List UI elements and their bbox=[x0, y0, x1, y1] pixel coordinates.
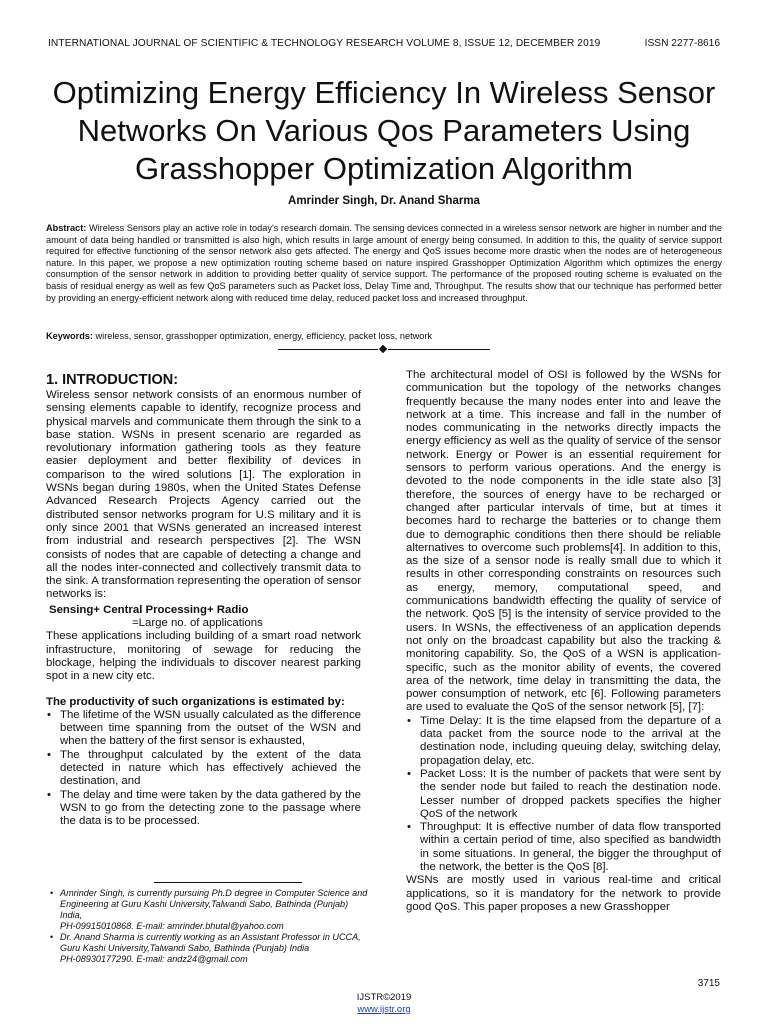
list-item: • Time Delay: It is the time elapsed from the departure of a data packet from the source node to the arrival at the destination node, including queuing delay, switching delay, propagation delay, etc. bbox=[407, 714, 721, 767]
journal-header: INTERNATIONAL JOURNAL OF SCIENTIFIC & TECHNOLOGY RESEARCH VOLUME 8, ISSUE 12, DECEMBER 2019 bbox=[48, 38, 601, 49]
list-item: • The delay and time were taken by the data gathered by the WSN to go from the detecting zone to the passage where the data is to be processed. bbox=[47, 788, 361, 828]
formula-line-2: =Large no. of applications bbox=[132, 617, 263, 630]
bullet-icon: • bbox=[407, 821, 411, 834]
bullet-icon: • bbox=[47, 788, 51, 801]
title-line-3: Grasshopper Optimization Algorithm bbox=[135, 151, 633, 186]
keywords bbox=[46, 331, 722, 341]
productivity-list bbox=[46, 709, 361, 829]
bullet-icon: • bbox=[50, 932, 54, 942]
title-line-2: Networks On Various Qos Parameters Using bbox=[77, 113, 691, 148]
footnote-rule bbox=[154, 882, 302, 883]
list-item: • The throughput calculated by the extent of the data detected in nature which has effectively achieved the destination, and bbox=[47, 748, 361, 788]
list-item: • The lifetime of the WSN usually calculated as the difference between time spanning from the outset of the WSN and when the battery of the first sensor is exhausted, bbox=[47, 708, 361, 748]
productivity-subheading: The productivity of such organizations is estimated by: bbox=[46, 695, 345, 708]
footer-copyright: IJSTR©2019 bbox=[356, 992, 412, 1003]
footnote-author-1-contact: PH-09915010868. E-mail: amrinder.bhutal@yahoo.com bbox=[60, 921, 284, 931]
footer-url-link[interactable]: www.ijstr.org bbox=[357, 1004, 411, 1015]
intro-paragraph-2: These applications including building of a smart road network infrastructure, monitoring of sewage for reducing the blockage, helping the individuals to discover nearest parking spot in a new city etc. bbox=[46, 630, 361, 683]
bullet-icon: • bbox=[47, 748, 51, 761]
right-column bbox=[406, 369, 721, 914]
author-list: Amrinder Singh, Dr. Anand Sharma bbox=[288, 195, 480, 207]
bullet-icon: • bbox=[407, 714, 411, 727]
page-footer bbox=[0, 992, 768, 1016]
footnotes bbox=[50, 888, 370, 965]
abstract bbox=[46, 223, 722, 304]
abstract-label: Abstract: bbox=[46, 223, 87, 233]
footnote-author-1: • Amrinder Singh, is currently pursuing Ph.D degree in Computer Science and Engineering at Guru Kashi University,Talwandi Sabo, Bathinda (Punjab) India, bbox=[50, 888, 368, 920]
bullet-icon: • bbox=[50, 888, 54, 898]
list-item: • Throughput: It is effective number of data flow transported within a certain period of time, also specified as bandwidth in some situations. In general, the bigger the throughput of the network, the better is the QoS [8]. bbox=[407, 821, 721, 873]
paper-title bbox=[40, 74, 728, 188]
page-number: 3715 bbox=[697, 978, 720, 989]
intro-paragraph-1: Wireless sensor network consists of an enormous number of sensing elements capable to identify, recognize process and physical marvels and communicate them through the sink to a base station. WSNs in present scenario are regarded as revolutionary information gathering tools as they feature easier deployment and better flexibility of devices in comparison to the wired solutions [1]. The exploration in WSNs began during 1980s, when the United States Defense Advanced Research Projects Agency carried out the distributed sensor networks program for U.S military and it is only since 2001 that WSNs generated an increased interest from industrial and research perspectives [2]. The WSN consists of nodes that are capable of detecting a change and all the nodes inter-connected and collectively transmit data to the sink. A transformation representing the operation of sensor networks is: bbox=[46, 389, 361, 601]
title-line-1: Optimizing Energy Efficiency In Wireless Sensor bbox=[52, 75, 716, 110]
left-column bbox=[46, 372, 361, 829]
right-paragraph-2: WSNs are mostly used in various real-time and critical applications, so it is mandatory for the network to provide good QoS. This paper proposes a new Grasshopper bbox=[406, 874, 721, 913]
qos-parameter-list bbox=[406, 715, 721, 875]
section-divider bbox=[278, 346, 490, 354]
issn-label: ISSN 2277-8616 bbox=[644, 38, 720, 49]
bullet-icon: • bbox=[47, 708, 51, 721]
keywords-text: wireless, sensor, grasshopper optimization, energy, efficiency, packet loss, network bbox=[95, 331, 433, 341]
footnote-author-2: • Dr. Anand Sharma is currently working as an Assistant Professor in UCCA, Guru Kashi University,Talwandi Sabo, Bathinda (Punjab) India bbox=[50, 932, 361, 953]
abstract-text: Wireless Sensors play an active role in today's research domain. The sensing devices connected in a wireless sensor network are higher in number and the amount of data being handled or transmitted is also high, which results in large amount of energy being consumed. In addition to this, the quality of service support required for effective functioning of the sensor network also gets affected. The energy and QoS issues become more drastic when the nodes are of heterogeneous nature. In this paper, we propose a new optimization routing scheme based on nature inspired Grasshopper Optimization Algorithm which optimizes the energy consumption of the sensor network in addition to providing better quality of service support. The performance of the proposed routing scheme is evaluated on the basis of residual energy as well as few QoS parameters such as Packet loss, Delay Time and, Throughput. The results show that our technique has performed better by providing an energy-efficient network along with reduced time delay, reduced packet loss and increased throughput. bbox=[46, 223, 722, 303]
section-heading-introduction: 1. INTRODUCTION: bbox=[46, 372, 179, 388]
footnote-author-2-contact: PH-08930177290. E-mail: andz24@gmail.com bbox=[60, 954, 248, 964]
bullet-icon: • bbox=[407, 767, 411, 780]
right-paragraph-1: The architectural model of OSI is followed by the WSNs for communication but the topology of the networks changes frequently because the many nodes enter into and leave the network at a time. This increase and fall in the number of nodes communicating in the networks directly impacts the energy efficiency as well as the quality of service of the sensor network. Energy or Power is an essential requirement for sensors to perform various operations. And the energy is devoted to the node components in the idle state also [3] therefore, the sources of energy have to be recharged or changed after particular intervals of time, but at times it becomes hard to recharge the batteries or to change them due to demographic conditions then there should be reliable alternatives to overcome such problems[4]. In addition to this, as the size of a sensor node is really small due to which it results in other corresponding constraints on resources such as energy, memory, computational speed, and communications bandwidth effecting the quality of service of the network. QoS [5] is the intensity of service provided to the users. In WSNs, the effectiveness of an application depends not only on the broadcast capability but also the tracking & monitoring capability. So, the QoS of a WSN is application-specific, such as the monitor ability of events, the covered area of the network, time delay in transmitting the data, the power consumption of network, etc [6]. Following parameters are used to evaluate the QoS of the sensor network [5], [7]: bbox=[406, 369, 721, 714]
formula-line-1: Sensing+ Central Processing+ Radio bbox=[49, 603, 249, 616]
keywords-label: Keywords: bbox=[46, 331, 93, 341]
list-item: • Packet Loss: It is the number of packets that were sent by the sender node but failed to reach the destination node. Lesser number of dropped packets specifies the higher QoS of the network bbox=[407, 767, 721, 820]
diamond-icon bbox=[379, 345, 387, 353]
